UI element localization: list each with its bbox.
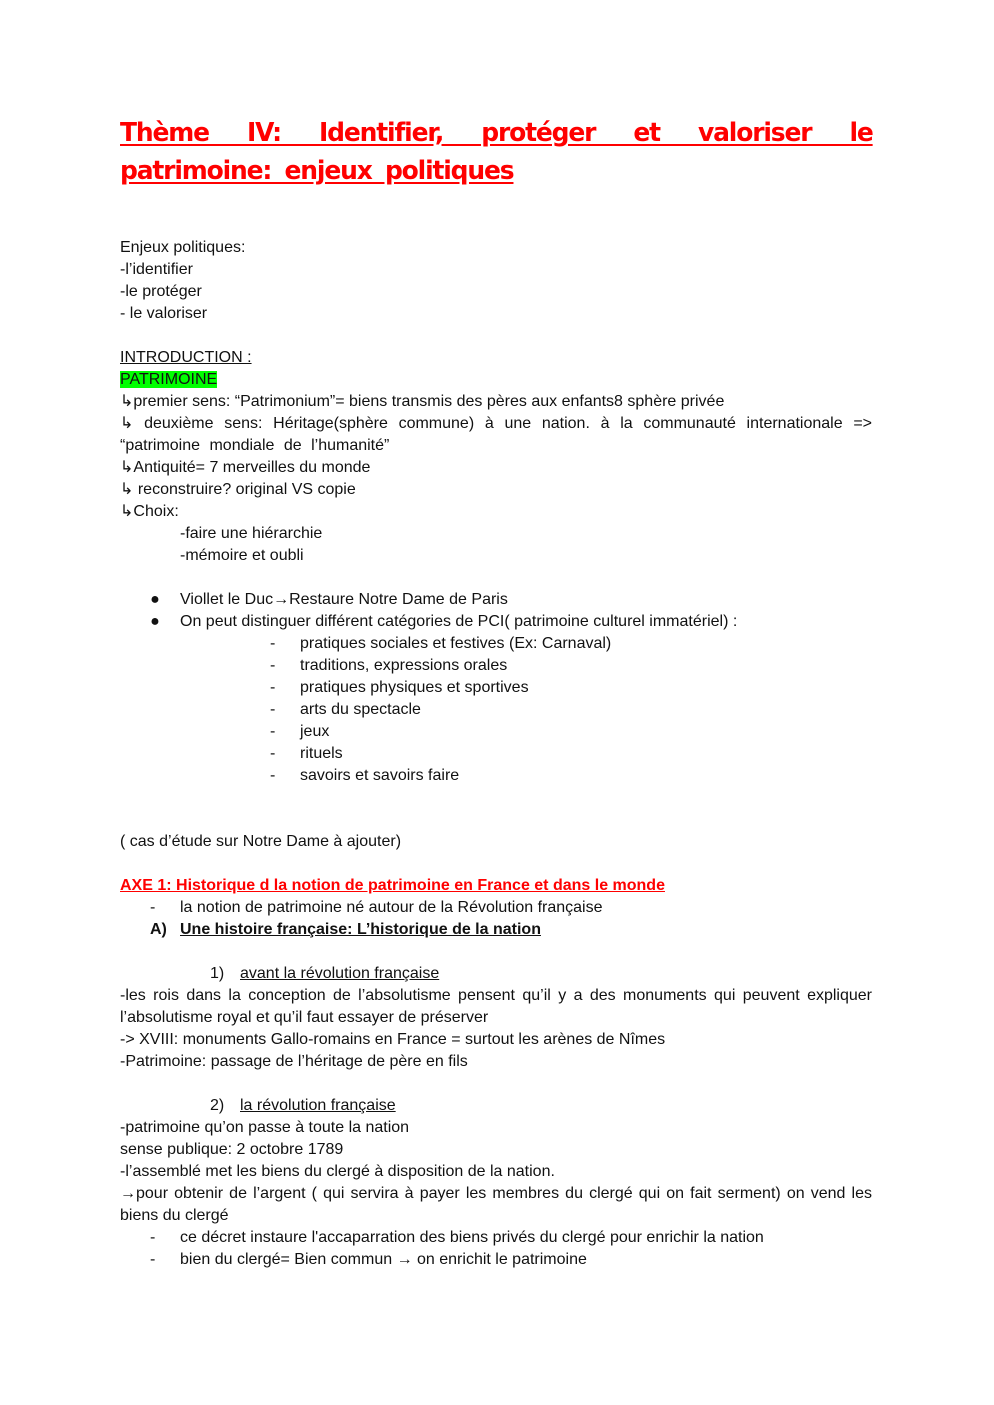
patrimoine-highlight: PATRIMOINE (120, 371, 218, 388)
enjeux-item: -l’identifier (120, 261, 193, 278)
intro-line: ↳ deuxième sens: Héritage(sphère commune) à une nation. à la communauté internationale => “patrimoine mondiale de l’humanité” (120, 415, 872, 454)
pci-item (120, 633, 872, 655)
choix-item: -mémoire et oubli (180, 547, 304, 564)
pci-item (120, 721, 872, 743)
document-page (120, 114, 872, 1271)
dash-icon: - (150, 899, 156, 916)
pci-item (120, 765, 872, 787)
list-item (120, 589, 872, 611)
enjeux-heading: Enjeux politiques: (120, 239, 246, 256)
axe1-dash-text: la notion de patrimoine né autour de la Révolution française (180, 899, 603, 916)
enjeux-item: -le protéger (120, 283, 202, 300)
pci-text: savoirs et savoirs faire (300, 767, 460, 784)
body-line: -les rois dans la conception de l’absolutisme pensent qu’il y a des monuments qui peuvent expliquer l’absolutisme royal et qu’il faut essayer de préserver (120, 987, 872, 1026)
body-line: -patrimoine qu’on passe à toute la nation (120, 1119, 410, 1136)
dash-icon: - (270, 657, 276, 674)
s2-dash-text: ce décret instaure l'accaparration des biens privés du clergé pour enrichir la nation (180, 1229, 764, 1246)
number-mark: 2) (210, 1097, 225, 1114)
choix-item: -faire une hiérarchie (180, 525, 323, 542)
dash-icon: - (270, 767, 276, 784)
dash-icon: - (270, 723, 276, 740)
dash-icon: - (270, 635, 276, 652)
bullet-icon: ● (150, 591, 160, 608)
intro-heading (120, 347, 872, 369)
s2-dash-item (120, 1249, 872, 1271)
bullet-text: On peut distinguer différent catégories de PCI( patrimoine culturel immatériel) : (180, 613, 738, 630)
dash-icon: - (270, 679, 276, 696)
page-title: Thème IV: Identifier, protéger et valoriser le patrimoine: enjeux politiques (120, 118, 873, 186)
pci-text: rituels (300, 745, 343, 762)
dash-icon: - (150, 1251, 156, 1268)
pci-text: pratiques sociales et festives (Ex: Carnaval) (300, 635, 612, 652)
pci-text: pratiques physiques et sportives (300, 679, 529, 696)
bullet-text: Viollet le Duc→Restaure Notre Dame de Paris (180, 591, 508, 608)
pci-item (120, 655, 872, 677)
numbered-heading-text: la révolution française (240, 1097, 396, 1114)
intro-line: ↳ reconstruire? original VS copie (120, 481, 356, 498)
s2-dash-item (120, 1227, 872, 1249)
axe1-heading: AXE 1: Historique d la notion de patrimoine en France et dans le monde (120, 877, 665, 894)
list-item (120, 611, 872, 633)
body-line: →pour obtenir de l’argent ( qui servira à payer les membres du clergé qui on fait serment) on vend les biens du clergé (120, 1185, 872, 1224)
numbered-heading (120, 963, 872, 985)
subsection-a-title: Une histoire française: L’historique de la nation (180, 921, 541, 938)
enjeux-item: - le valoriser (120, 305, 208, 322)
dash-icon: - (270, 701, 276, 718)
dash-icon: - (150, 1229, 156, 1246)
subsection-a (120, 919, 872, 941)
intro-note: ( cas d’étude sur Notre Dame à ajouter) (120, 833, 402, 850)
intro-line: ↳Choix: (120, 503, 179, 520)
numbered-heading (120, 1095, 872, 1117)
pci-text: jeux (300, 723, 330, 740)
pci-item (120, 699, 872, 721)
dash-icon: - (270, 745, 276, 762)
intro-line: ↳Antiquité= 7 merveilles du monde (120, 459, 371, 476)
number-mark: 1) (210, 965, 225, 982)
bullet-icon: ● (150, 613, 160, 630)
patrimoine-label (120, 369, 872, 391)
axe1-dash-item (120, 897, 872, 919)
body-line: -> XVIII: monuments Gallo-romains en France = surtout les arènes de Nîmes (120, 1031, 666, 1048)
pci-item (120, 677, 872, 699)
subsection-a-mark: A) (150, 921, 167, 938)
s2-dash-text: bien du clergé= Bien commun → on enrichit le patrimoine (180, 1251, 587, 1268)
body-line: sense publique: 2 octobre 1789 (120, 1141, 344, 1158)
pci-item (120, 743, 872, 765)
pci-text: arts du spectacle (300, 701, 421, 718)
numbered-heading-text: avant la révolution française (240, 965, 440, 982)
body-line: -Patrimoine: passage de l’héritage de père en fils (120, 1053, 468, 1070)
body-line: -l’assemblé met les biens du clergé à disposition de la nation. (120, 1163, 555, 1180)
intro-line: ↳premier sens: “Patrimonium”= biens transmis des pères aux enfants8 sphère privée (120, 393, 725, 410)
intro-heading-text: INTRODUCTION : (120, 349, 252, 366)
pci-text: traditions, expressions orales (300, 657, 508, 674)
